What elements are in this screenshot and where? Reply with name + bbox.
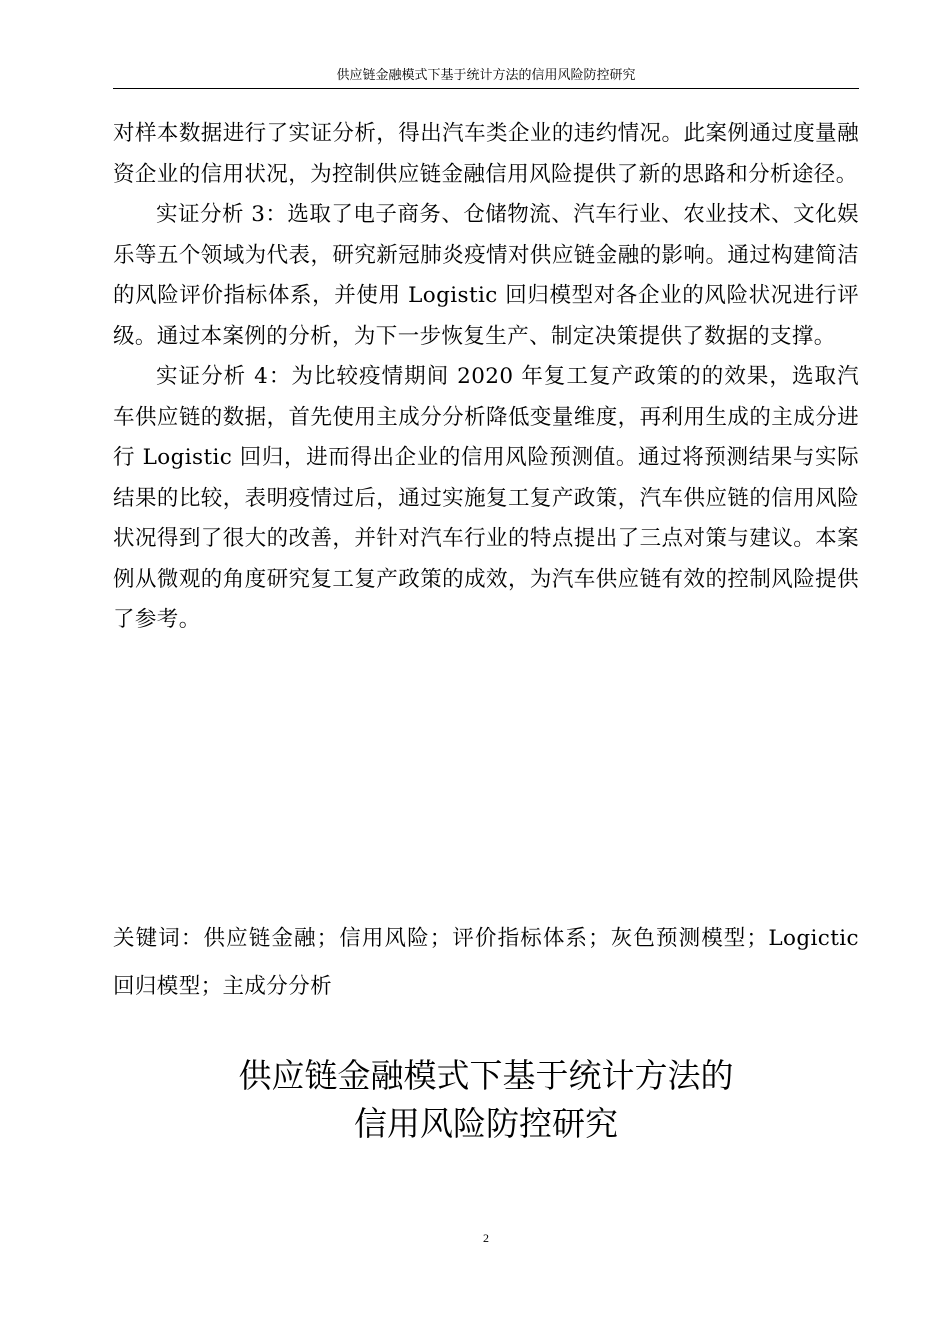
page-number: 2 <box>483 1231 489 1245</box>
paragraph-case-4: 实证分析 4：为比较疫情期间 2020 年复工复产政策的的效果，选取汽车供应链的数据，首先使用主成分分析降低变量维度，再利用生成的主成分进行 Logistic 回归，进而得出企业的信用风险预测值。通过将预测结果与实际结果的比较，表明疫情过后，通过实施复工复产政策，汽车供应链的信用风险状况得到了很大的改善，并针对汽车行业的特点提出了三点对策与建议。本案例从微观的角度研究复工复产政策的成效，为汽车供应链有效的控制风险提供了参考。 <box>113 364 859 632</box>
paragraph-continuation: 对样本数据进行了实证分析，得出汽车类企业的违约情况。此案例通过度量融资企业的信用状况，为控制供应链金融信用风险提供了新的思路和分析途径。 <box>113 121 859 187</box>
paragraph-case-3: 实证分析 3：选取了电子商务、仓储物流、汽车行业、农业技术、文化娱乐等五个领域为代表，研究新冠肺炎疫情对供应链金融的影响。通过构建简洁的风险评价指标体系，并使用 Logistic 回归模型对各企业的风险状况进行评级。通过本案例的分析，为下一步恢复生产、制定决策提供了数据的支撑。 <box>113 202 859 349</box>
keywords-section <box>113 915 859 1011</box>
body-text <box>113 114 859 641</box>
title-line-1: 供应链金融模式下基于统计方法的 <box>238 1056 734 1095</box>
running-header-title: 供应链金融模式下基于统计方法的信用风险防控研究 <box>336 68 636 83</box>
keywords-text: 供应链金融；信用风险；评价指标体系；灰色预测模型；Logictic 回归模型；主成分分析 <box>113 926 859 999</box>
running-header <box>113 68 859 89</box>
title-line-2: 信用风险防控研究 <box>354 1104 618 1143</box>
keywords-label: 关键词： <box>113 926 204 951</box>
document-title <box>113 1052 859 1148</box>
